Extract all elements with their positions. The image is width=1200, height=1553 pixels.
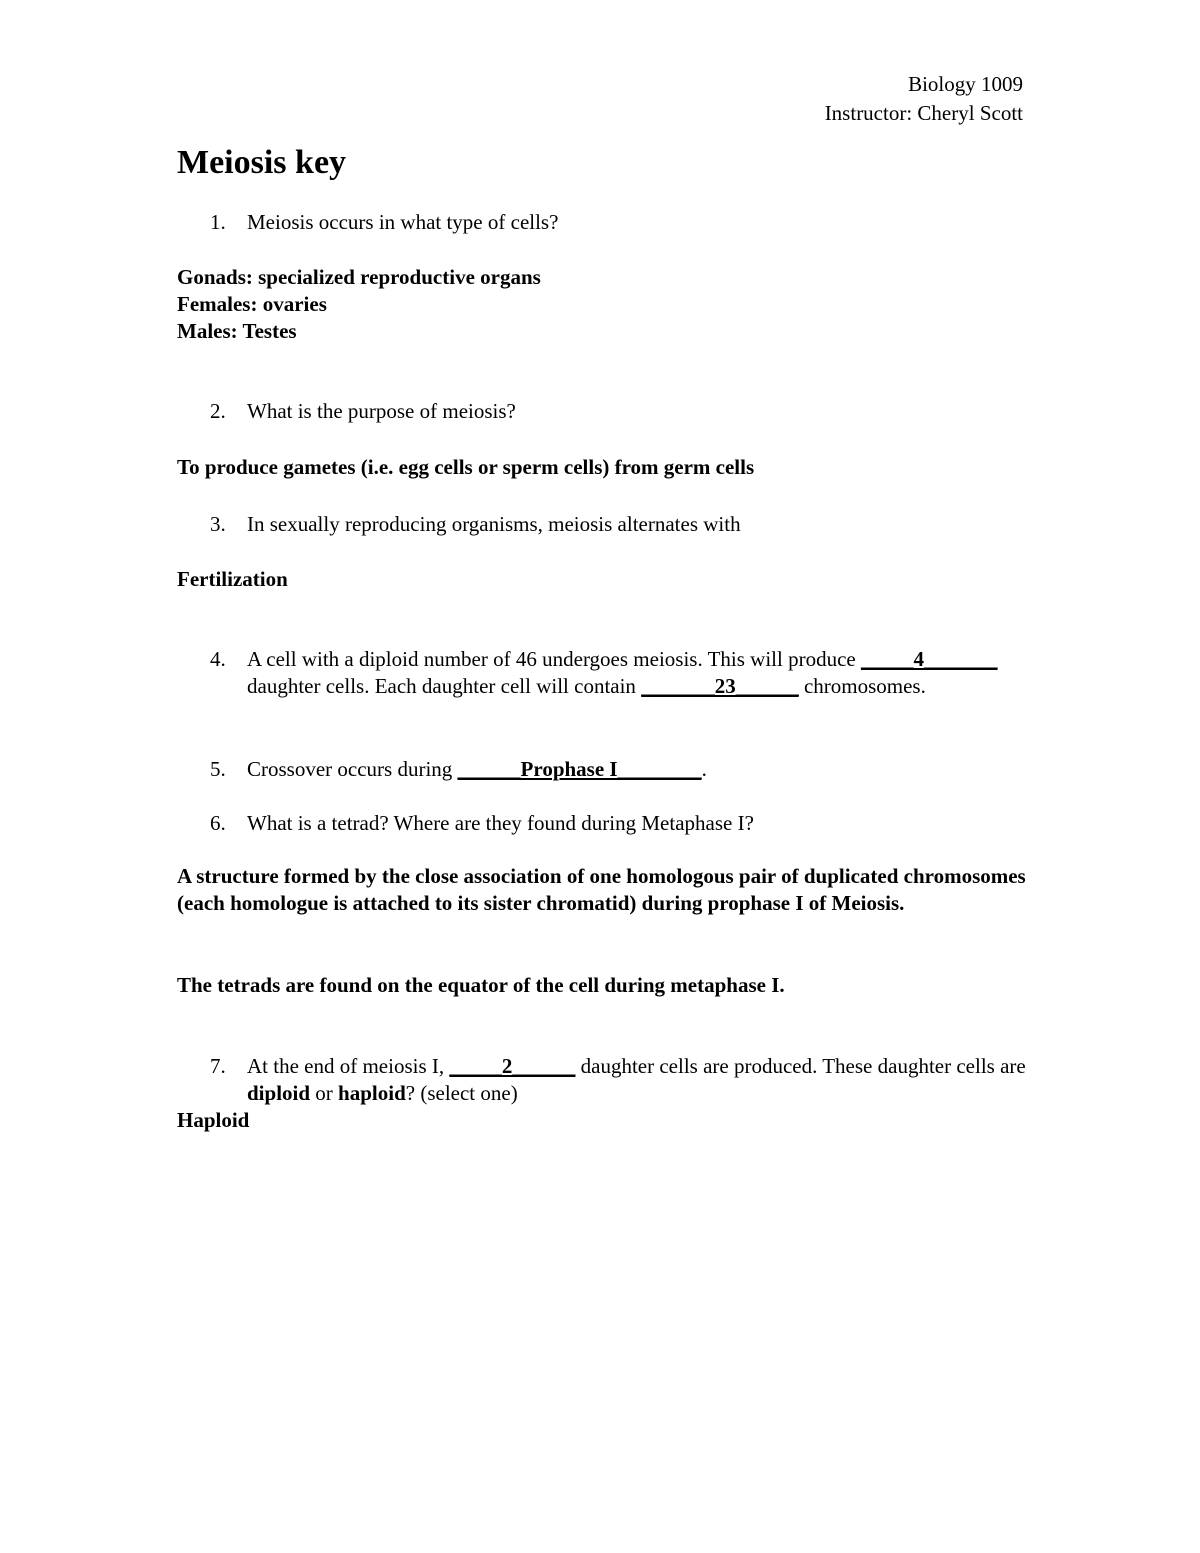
- question-number: 1.: [210, 210, 226, 234]
- question-text: [247, 1053, 1027, 1107]
- answer-line: To produce gametes (i.e. egg cells or sperm cells) from germ cells: [177, 455, 755, 479]
- answer-1: [177, 264, 1027, 345]
- answer-blank: _______23______: [641, 674, 799, 698]
- question-text: Meiosis occurs in what type of cells?: [247, 210, 559, 234]
- question-text-part: daughter cells. Each daughter cell will contain: [247, 674, 642, 698]
- question-text: [247, 646, 1027, 700]
- question-5: [177, 756, 1027, 783]
- question-number: 3.: [210, 512, 226, 536]
- question-text-part: .: [701, 757, 707, 781]
- question-text-part: chromosomes.: [798, 674, 926, 698]
- answer-2: [177, 454, 1027, 481]
- answer-6: [177, 863, 1027, 917]
- question-4: [177, 646, 1027, 700]
- course-label: Biology 1009: [908, 72, 1023, 96]
- answer-line: Males: Testes: [177, 319, 297, 343]
- page-title: Meiosis key: [177, 144, 347, 181]
- question-number: 5.: [210, 757, 226, 781]
- question-number: 4.: [210, 647, 226, 671]
- question-text-part: ? (select one): [405, 1081, 518, 1105]
- answer-blank: _____4_______: [860, 647, 998, 671]
- question-text-part: Crossover occurs during: [247, 757, 458, 781]
- question-number: 2.: [210, 399, 226, 423]
- question-text: What is a tetrad? Where are they found during Metaphase I?: [247, 811, 754, 835]
- answer-line: Gonads: specialized reproductive organs: [177, 265, 541, 289]
- question-number: 7.: [210, 1054, 226, 1078]
- question-text-part: At the end of meiosis I,: [247, 1054, 450, 1078]
- answer-line: Haploid: [177, 1108, 250, 1132]
- option-diploid: diploid: [247, 1081, 311, 1105]
- instructor-label: Instructor: Cheryl Scott: [824, 101, 1023, 125]
- answer-paragraph: A structure formed by the close association of one homologous pair of duplicated chromosomes (each homologue is attached to its sister chromatid) during prophase I of Meiosis.: [177, 864, 1026, 915]
- question-6: [177, 810, 1027, 837]
- question-7: [177, 1053, 1027, 1107]
- question-text: [247, 756, 1027, 783]
- question-2: [177, 398, 1027, 425]
- answer-7: [177, 1107, 1027, 1134]
- question-number: 6.: [210, 811, 226, 835]
- question-3: [177, 511, 1027, 538]
- question-text-part: A cell with a diploid number of 46 undergoes meiosis. This will produce: [247, 647, 861, 671]
- answer-3: [177, 566, 1027, 593]
- answer-6-location: [177, 972, 1027, 999]
- question-text-part: daughter cells are produced. These daughter cells are: [575, 1054, 1026, 1078]
- question-text: In sexually reproducing organisms, meiosis alternates with: [247, 512, 741, 536]
- answer-blank: _____2______: [449, 1054, 576, 1078]
- answer-line: Females: ovaries: [177, 292, 327, 316]
- question-text: What is the purpose of meiosis?: [247, 399, 516, 423]
- answer-paragraph: The tetrads are found on the equator of the cell during metaphase I.: [177, 973, 785, 997]
- document-header: [825, 70, 1023, 128]
- option-haploid: haploid: [338, 1081, 406, 1105]
- answer-line: Fertilization: [177, 567, 288, 591]
- question-text-part: or: [310, 1081, 339, 1105]
- answer-blank: ______Prophase I________: [457, 757, 702, 781]
- question-1: [177, 209, 1027, 236]
